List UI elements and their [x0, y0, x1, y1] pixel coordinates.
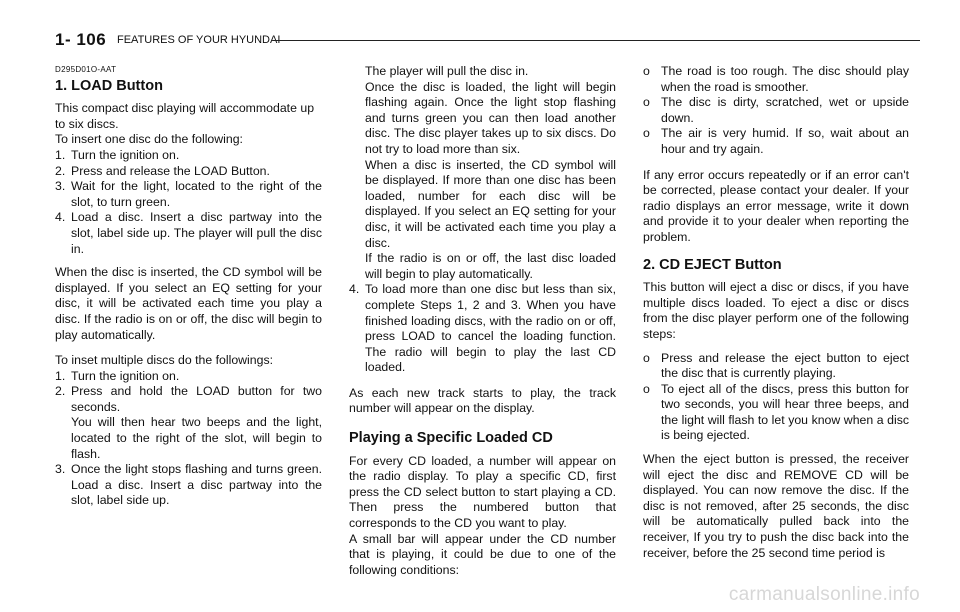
- list-item: 3. Wait for the light, located to the right of the slot, to turn green.: [55, 179, 322, 209]
- list-item: o The road is too rough. The disc should play when the road is smoother.: [643, 64, 909, 94]
- list-item: 2. Press and hold the LOAD button for two seconds.: [55, 384, 322, 414]
- error-paragraph: If any error occurs repeatedly or if an error can't be corrected, please contact your dealer. If your radio displays an error message, write it down and provide it to your dealer when reporting the problem.: [643, 167, 909, 244]
- list-item: o The disc is dirty, scratched, wet or upside down.: [643, 95, 909, 125]
- page-number: 1- 106: [55, 30, 107, 49]
- list-item: 2. Press and release the LOAD Button.: [55, 163, 270, 178]
- cd-eject-heading: 2. CD EJECT Button: [643, 256, 782, 273]
- list-item: 4. Load a disc. Insert a disc partway into the slot, label side up. The player will pull the disc in.: [55, 210, 322, 256]
- continuation-text: If the radio is on or off, the last disc loaded will begin to play automatically.: [365, 251, 616, 281]
- intro-paragraph: This compact disc playing will accommodate up to six discs.: [55, 101, 315, 131]
- list-item: 4. To load more than one disc but less than six, complete Steps 1, 2 and 3. When you have finished loading discs, with the radio on or off, press LOAD to cancel the loading function. The radio will begin to play the last CD loaded.: [349, 282, 616, 375]
- column-2: [349, 64, 616, 578]
- section-code: D295D01O-AAT: [55, 65, 117, 74]
- specific-cd-heading: Playing a Specific Loaded CD: [349, 430, 553, 447]
- list-item: You will then hear two beeps and the light, located to the right of the slot, will begin to flash.: [71, 415, 322, 461]
- section-title: FEATURES OF YOUR HYUNDAI: [117, 34, 281, 46]
- continuation-text: When a disc is inserted, the CD symbol will be displayed. If more than one disc has been loaded, number for each disc will be displayed. If you select an EQ setting for your disc, it will be activated each time you play a disc.: [365, 157, 616, 250]
- small-bar-paragraph: A small bar will appear under the CD number that is playing, it could be due to one of the following conditions:: [349, 531, 616, 577]
- list-item: o To eject all of the discs, press this button for two seconds, you will hear three beeps, and the light will flash to let you know when a disc is being ejected.: [643, 381, 909, 443]
- specific-cd-paragraph: For every CD loaded, a number will appear on the radio display. To play a specific CD, first press the CD select button to start playing a CD. Then press the numbered button that corresponds to the CD you want to play.: [349, 453, 616, 531]
- continuation-text: The player will pull the disc in.: [365, 64, 529, 78]
- header-rule: [273, 40, 920, 41]
- list-item: o The air is very humid. If so, wait about an hour and try again.: [643, 126, 909, 156]
- receiver-paragraph: When the eject button is pressed, the receiver will eject the disc and REMOVE CD will be displayed. You can now remove the disc. If the disc is not removed, after 25 seconds, the disc will be automatically pulled back into the receiver, If you try to push the disc back into the receiver, before the 25 second time period is: [643, 452, 909, 560]
- list-item: 3. Once the light stops flashing and turns green. Load a disc. Insert a disc partway into the slot, label side up.: [55, 462, 322, 508]
- load-button-heading: 1. LOAD Button: [55, 77, 163, 94]
- eject-paragraph: This button will eject a disc or discs, if you have multiple discs loaded. To eject a disc or discs from the disc player perform one of the following steps:: [643, 280, 909, 341]
- intro-instruction: To insert one disc do the following:: [55, 132, 243, 147]
- continuation-text: Once the disc is loaded, the light will begin flashing again. Once the light stop flashing and turns green you can then load another disc. The disc player takes up to six discs. Do not try to load more than six.: [365, 79, 616, 156]
- watermark: carmanualsonline.info: [728, 584, 920, 605]
- list-item: 1. Turn the ignition on.: [55, 147, 180, 162]
- list-item: 1. Turn the ignition on.: [55, 368, 180, 383]
- track-paragraph: As each new track starts to play, the track number will appear on the display.: [349, 385, 616, 416]
- cd-symbol-paragraph: When the disc is inserted, the CD symbol will be displayed. If you select an EQ setting for your disc, it will be activated each time you play a disc. If the radio is on or off, the disc will begin to play automatically.: [55, 265, 322, 342]
- page-header: [55, 30, 920, 48]
- column-3: [643, 64, 909, 569]
- column-1: [55, 64, 322, 509]
- list-item: o Press and release the eject button to eject the disc that is currently playing.: [643, 350, 909, 381]
- multi-disc-intro: To inset multiple discs do the followings:: [55, 353, 274, 368]
